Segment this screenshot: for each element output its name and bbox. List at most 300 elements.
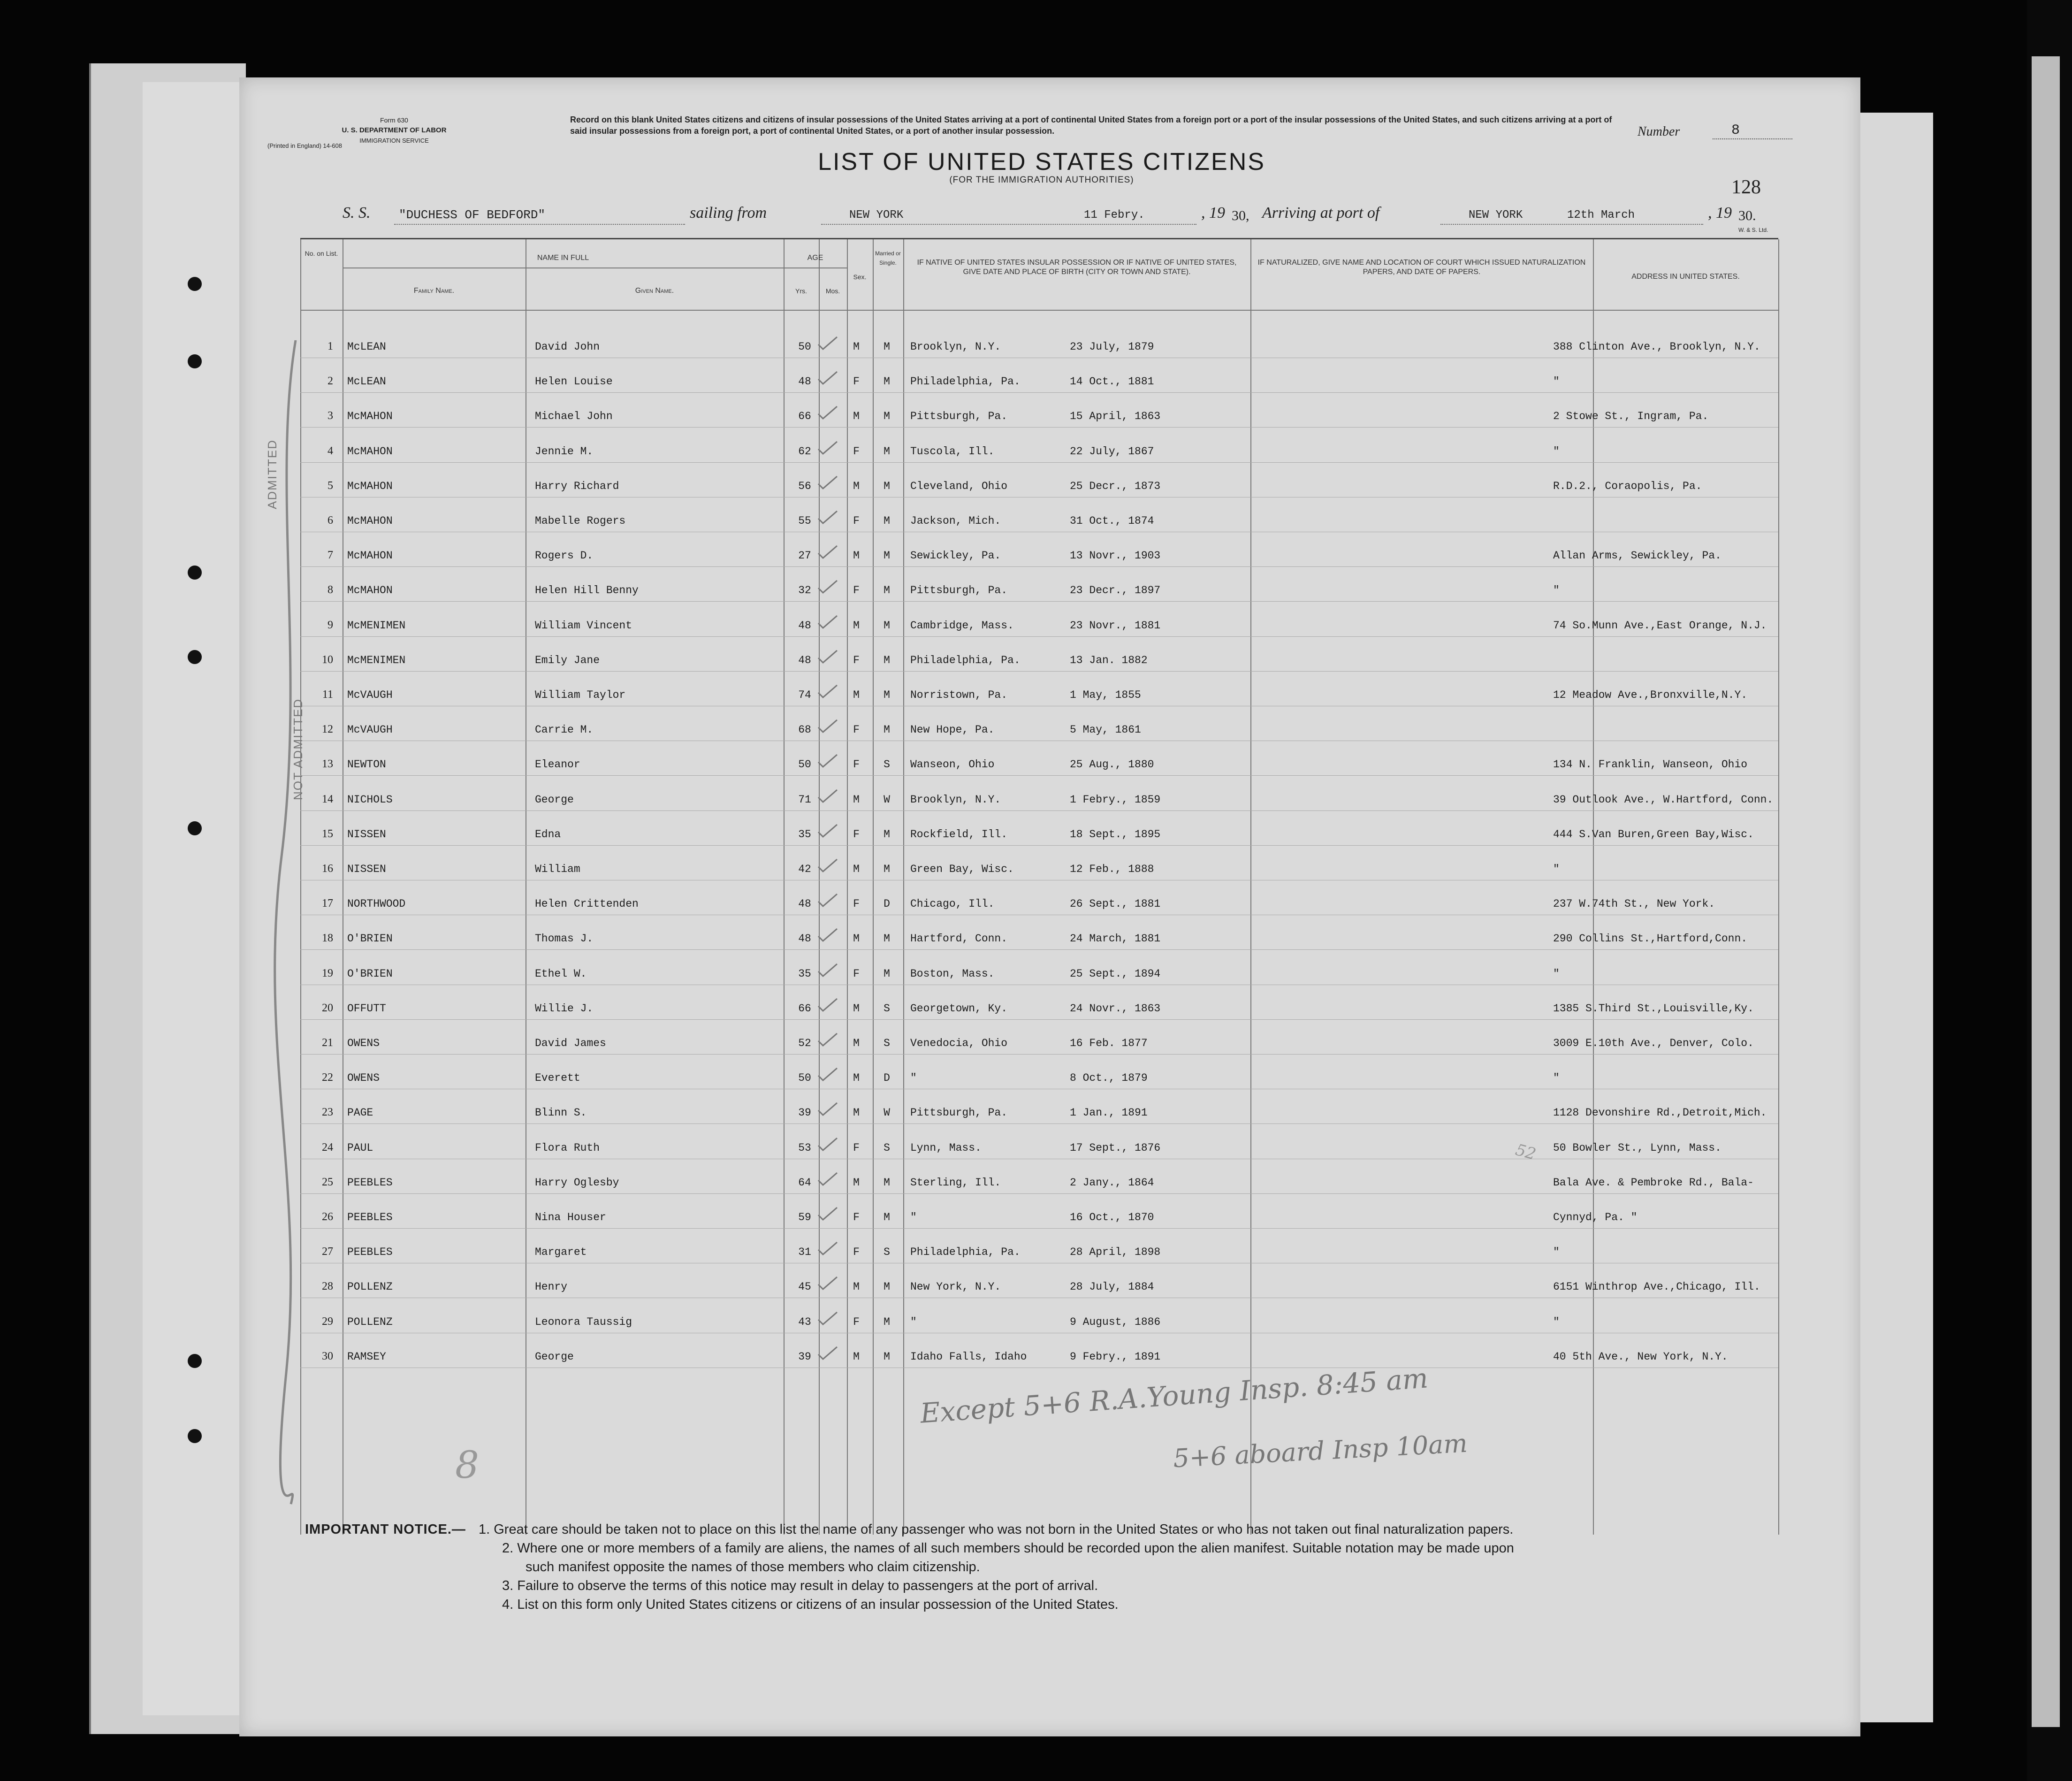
birth-date: 23 Novr., 1881 <box>1070 619 1161 632</box>
birth-place: " <box>910 1211 917 1223</box>
record-instructions: Record on this blank United States citizens and citizens of insular possessions of the United States arriving at a port of continental United States from a foreign port or a port of the insular possessions of the United States, and such citizens arriving at a port of said insular possessions from a foreign port, a port of continental United States, or a port of another insular possession. <box>570 115 1612 136</box>
given-name: Helen Crittenden <box>535 898 639 910</box>
marital-status: M <box>884 933 890 945</box>
department-name: U. S. DEPARTMENT OF LABOR <box>342 126 447 134</box>
birth-place: Venedocia, Ohio <box>910 1037 1008 1049</box>
sex: M <box>853 341 860 353</box>
family-name: NICHOLS <box>347 793 393 806</box>
birth-date: 13 Jan. 1882 <box>1070 654 1148 666</box>
row-number: 22 <box>322 1071 333 1084</box>
row-number: 3 <box>328 410 333 422</box>
us-address: " <box>1553 1315 1560 1328</box>
given-name: Nina Houser <box>535 1211 606 1223</box>
us-address: Cynnyd, Pa. " <box>1553 1211 1638 1223</box>
us-address: " <box>1553 967 1560 980</box>
sex: M <box>853 863 860 875</box>
check-mark <box>816 371 839 386</box>
us-address: 134 N. Franklin, Wanseon, Ohio <box>1553 758 1748 771</box>
row-number: 11 <box>322 688 333 701</box>
sex: F <box>853 375 860 388</box>
birth-place: " <box>910 1072 917 1085</box>
us-address: " <box>1553 445 1560 458</box>
check-mark <box>816 1346 839 1361</box>
check-mark <box>816 928 839 943</box>
age-years: 71 <box>798 793 811 806</box>
header-family-name: Family Name. <box>413 287 455 295</box>
age-years: 66 <box>798 410 811 423</box>
notice-item-4: 4. List on this form only United States citizens or citizens of an insular possession of the United States. <box>502 1597 1119 1612</box>
marital-status: S <box>884 1002 890 1015</box>
age-years: 43 <box>798 1315 811 1328</box>
age-years: 48 <box>798 933 811 945</box>
given-name: Harry Richard <box>535 480 619 492</box>
notice-item-3: 3. Failure to observe the terms of this notice may result in delay to passengers at the port of arrival. <box>502 1578 1098 1593</box>
us-address: Bala Ave. & Pembroke Rd., Bala- <box>1553 1176 1754 1189</box>
birth-date: 12 Feb., 1888 <box>1070 863 1154 875</box>
family-name: NEWTON <box>347 758 386 771</box>
header-bottom-rule <box>300 310 1778 311</box>
table-row <box>300 358 1778 392</box>
family-name: NISSEN <box>347 863 386 875</box>
aboard-note: 5+6 aboard Insp 10am <box>1172 1428 1469 1474</box>
row-number: 17 <box>322 897 333 910</box>
check-mark <box>816 510 839 525</box>
punch-hole <box>188 821 202 835</box>
birth-date: 28 April, 1898 <box>1070 1246 1161 1259</box>
birth-place: Idaho Falls, Idaho <box>910 1350 1027 1363</box>
birth-date: 22 July, 1867 <box>1070 445 1154 458</box>
age-years: 59 <box>798 1211 811 1223</box>
us-address: " <box>1553 584 1560 597</box>
table-row <box>300 950 1778 985</box>
age-years: 39 <box>798 1107 811 1119</box>
us-address: 50 Bowler St., Lynn, Mass. <box>1553 1141 1722 1154</box>
birth-place: New York, N.Y. <box>910 1281 1001 1293</box>
given-name: Margaret <box>535 1246 587 1259</box>
sex: F <box>853 515 860 527</box>
marital-status: W <box>884 1107 890 1119</box>
table-row <box>300 1019 1778 1054</box>
number-underline <box>1713 138 1792 139</box>
birth-place: Hartford, Conn. <box>910 933 1008 945</box>
birth-place: Rockfield, Ill. <box>910 828 1008 841</box>
row-number: 5 <box>328 479 333 492</box>
marital-status: M <box>884 515 890 527</box>
table-row <box>300 636 1778 671</box>
age-years: 56 <box>798 480 811 492</box>
check-mark <box>816 754 839 769</box>
row-number: 19 <box>322 967 333 979</box>
marital-status: D <box>884 1072 890 1085</box>
punch-hole <box>188 650 202 664</box>
header-given-name: Given Name. <box>635 287 674 295</box>
row-number: 4 <box>328 444 333 457</box>
age-years: 50 <box>798 758 811 771</box>
us-address: 3009 E.10th Ave., Denver, Colo. <box>1553 1037 1754 1049</box>
given-name: Ethel W. <box>535 967 587 980</box>
sex: M <box>853 1350 860 1363</box>
check-mark <box>816 1207 839 1222</box>
family-name: McMAHON <box>347 550 393 562</box>
page-title: LIST OF UNITED STATES CITIZENS <box>818 148 1265 176</box>
birth-date: 31 Oct., 1874 <box>1070 515 1154 527</box>
check-mark <box>816 998 839 1013</box>
marital-status: M <box>884 375 890 388</box>
admitted-stamp: ADMITTED <box>265 439 279 509</box>
birth-date: 17 Sept., 1876 <box>1070 1141 1161 1154</box>
marital-status: S <box>884 1037 890 1049</box>
number-value: 8 <box>1731 122 1740 138</box>
notice-lead: IMPORTANT NOTICE.— <box>305 1522 466 1537</box>
header-mos: Mos. <box>825 287 840 295</box>
sex: M <box>853 619 860 632</box>
page-number: 128 <box>1731 176 1761 198</box>
number-label: Number <box>1638 124 1680 139</box>
table-row <box>300 602 1778 636</box>
age-years: 66 <box>798 1002 811 1015</box>
header-birthplace: IF NATIVE OF UNITED STATES INSULAR POSSESSION OR IF NATIVE OF UNITED STATES, GIVE DATE AND PLACE OF BIRTH (CITY OR TOWN AND STATE). <box>917 259 1237 276</box>
family-name: NORTHWOOD <box>347 898 406 910</box>
sex: M <box>853 550 860 562</box>
family-name: McMENIMEN <box>347 619 406 632</box>
given-name: David James <box>535 1037 606 1049</box>
check-mark <box>816 1032 839 1047</box>
given-name: Jennie M. <box>535 445 594 458</box>
given-name: William <box>535 863 580 875</box>
arrival-port: NEW YORK <box>1469 209 1523 222</box>
departure-port: NEW YORK <box>849 209 904 222</box>
marital-status: M <box>884 654 890 666</box>
row-number: 1 <box>328 340 333 352</box>
ship-dotted-line <box>394 224 685 225</box>
age-years: 35 <box>798 828 811 841</box>
us-address: 6151 Winthrop Ave.,Chicago, Ill. <box>1553 1281 1760 1293</box>
arrival-date: 12th March <box>1567 209 1635 222</box>
birth-date: 2 Jany., 1864 <box>1070 1176 1154 1189</box>
check-mark <box>816 475 839 490</box>
age-years: 39 <box>798 1350 811 1363</box>
family-name: POLLENZ <box>347 1281 393 1293</box>
us-address: 1128 Devonshire Rd.,Detroit,Mich. <box>1553 1107 1767 1119</box>
age-years: 35 <box>798 967 811 980</box>
birth-date: 1 Febry., 1859 <box>1070 793 1161 806</box>
punch-hole <box>188 1354 202 1368</box>
family-name: McLEAN <box>347 375 386 388</box>
birth-place: Cleveland, Ohio <box>910 480 1008 492</box>
given-name: Mabelle Rogers <box>535 515 626 527</box>
row-number: 30 <box>322 1350 333 1362</box>
inspection-note: Except 5+6 R.A.Young Insp. 8:45 am <box>919 1362 1429 1429</box>
table-row <box>300 1124 1778 1159</box>
birth-date: 25 Sept., 1894 <box>1070 967 1161 980</box>
table-row <box>300 1054 1778 1089</box>
birth-place: Cambridge, Mass. <box>910 619 1014 632</box>
given-name: William Taylor <box>535 689 626 701</box>
table-row <box>300 497 1778 532</box>
given-name: Emily Jane <box>535 654 600 666</box>
check-mark <box>816 1172 839 1187</box>
birth-date: 13 Novr., 1903 <box>1070 550 1161 562</box>
birth-place: Jackson, Mich. <box>910 515 1001 527</box>
manifest-page <box>239 77 1860 1736</box>
sex: M <box>853 1002 860 1015</box>
page-subtitle: (FOR THE IMMIGRATION AUTHORITIES) <box>949 175 1134 185</box>
marital-status: S <box>884 1246 890 1259</box>
row-number: 27 <box>322 1246 333 1258</box>
table-row <box>300 741 1778 775</box>
birth-date: 16 Oct., 1870 <box>1070 1211 1154 1223</box>
birth-place: Green Bay, Wisc. <box>910 863 1014 875</box>
printed-note: (Printed in England) 14-608 <box>267 142 342 149</box>
sailing-from-label: sailing from <box>690 204 767 222</box>
sex: M <box>853 1072 860 1085</box>
family-name: McLEAN <box>347 341 386 353</box>
family-name: PEEBLES <box>347 1211 393 1223</box>
age-years: 32 <box>798 584 811 597</box>
us-address: " <box>1553 375 1560 388</box>
family-name: POLLENZ <box>347 1315 393 1328</box>
age-years: 31 <box>798 1246 811 1259</box>
age-years: 68 <box>798 724 811 736</box>
marital-status: M <box>884 1281 890 1293</box>
right-backing-sheet <box>1860 113 1933 1722</box>
notice-item-2: 2. Where one or more members of a family are aliens, the names of all such members should be recorded upon the alien manifest. Suitable notation may be made upon <box>502 1541 1514 1556</box>
row-number: 12 <box>322 723 333 736</box>
us-address: 12 Meadow Ave.,Bronxville,N.Y. <box>1553 689 1748 701</box>
birth-place: Wanseon, Ohio <box>910 758 995 771</box>
given-name: Michael John <box>535 410 613 423</box>
row-number: 29 <box>322 1315 333 1328</box>
birth-date: 23 Decr., 1897 <box>1070 584 1161 597</box>
row-number: 25 <box>322 1176 333 1188</box>
table-row <box>300 566 1778 601</box>
right-frame-strip <box>2027 0 2072 1781</box>
sex: F <box>853 828 860 841</box>
age-years: 62 <box>798 445 811 458</box>
row-number: 21 <box>322 1037 333 1049</box>
faint-mark: 52 <box>1513 1140 1538 1164</box>
departure-year: 30, <box>1232 208 1249 223</box>
notice-item-1: 1. Great care should be taken not to place on this list the name of any passenger who was not born in the United States or who has not taken out final naturalization papers. <box>479 1522 1514 1537</box>
table-row <box>300 1089 1778 1124</box>
table-row <box>300 1228 1778 1263</box>
table-row <box>300 462 1778 497</box>
given-name: Leonora Taussig <box>535 1315 632 1328</box>
birth-date: 23 July, 1879 <box>1070 341 1154 353</box>
check-mark <box>816 719 839 734</box>
birth-date: 25 Aug., 1880 <box>1070 758 1154 771</box>
table-row <box>300 1263 1778 1298</box>
row-number: 2 <box>328 375 333 388</box>
punch-hole <box>188 277 202 291</box>
row-number: 13 <box>322 758 333 771</box>
family-name: O'BRIEN <box>347 967 393 980</box>
departure-date: 11 Febry. <box>1084 209 1145 222</box>
check-mark <box>816 1276 839 1291</box>
sex: F <box>853 584 860 597</box>
given-name: Blinn S. <box>535 1107 587 1119</box>
given-name: Willie J. <box>535 1002 594 1015</box>
row-number: 28 <box>322 1280 333 1293</box>
check-mark <box>816 963 839 978</box>
sex: M <box>853 689 860 701</box>
family-name: McMAHON <box>347 584 393 597</box>
table-row <box>300 1333 1778 1368</box>
table-row <box>300 428 1778 462</box>
table-row <box>300 706 1778 741</box>
check-mark <box>816 1067 839 1082</box>
check-mark <box>816 441 839 456</box>
age-years: 48 <box>798 898 811 910</box>
table-row <box>300 810 1778 845</box>
us-address: 74 So.Munn Ave.,East Orange, N.J. <box>1553 619 1767 632</box>
table-row <box>300 845 1778 880</box>
check-mark <box>816 789 839 804</box>
check-mark <box>816 858 839 873</box>
sex: M <box>853 1107 860 1119</box>
check-mark <box>816 545 839 560</box>
given-name: Thomas J. <box>535 933 594 945</box>
birth-date: 24 Novr., 1863 <box>1070 1002 1161 1015</box>
sex: F <box>853 724 860 736</box>
given-name: Helen Hill Benny <box>535 584 639 597</box>
table-row <box>300 392 1778 427</box>
family-name: NISSEN <box>347 828 386 841</box>
row-number: 15 <box>322 827 333 840</box>
check-mark <box>816 405 839 420</box>
table-row <box>300 532 1778 566</box>
us-address: 1385 S.Third St.,Louisville,Ky. <box>1553 1002 1754 1015</box>
arrival-year: 30. <box>1738 208 1756 223</box>
arrival-dotted-line <box>1440 224 1703 225</box>
marital-status: M <box>884 1350 890 1363</box>
sex: M <box>853 480 860 492</box>
birth-date: 28 July, 1884 <box>1070 1281 1154 1293</box>
birth-date: 9 August, 1886 <box>1070 1315 1161 1328</box>
sex: F <box>853 1246 860 1259</box>
given-name: Carrie M. <box>535 724 594 736</box>
family-name: McVAUGH <box>347 724 393 736</box>
us-address: " <box>1553 863 1560 875</box>
header-name-in-full: NAME IN FULL <box>537 254 589 262</box>
marital-status: M <box>884 689 890 701</box>
birth-date: 8 Oct., 1879 <box>1070 1072 1148 1085</box>
family-name: OFFUTT <box>347 1002 386 1015</box>
punch-hole <box>188 566 202 580</box>
row-number: 9 <box>328 619 333 631</box>
check-mark <box>816 1137 839 1152</box>
service-name: IMMIGRATION SERVICE <box>359 137 429 144</box>
birth-place: Pittsburgh, Pa. <box>910 410 1008 423</box>
family-name: McMAHON <box>347 480 393 492</box>
marital-status: M <box>884 1211 890 1223</box>
given-name: David John <box>535 341 600 353</box>
not-admitted-stamp: NOT ADMITTED <box>291 698 305 800</box>
printer-mark: W. & S. Ltd. <box>1738 227 1768 233</box>
col-line <box>1778 239 1779 1535</box>
birth-place: Sterling, Ill. <box>910 1176 1001 1189</box>
year-prefix-b: , 19 <box>1708 204 1732 222</box>
header-no: No. on List. <box>305 250 338 257</box>
birth-date: 1 May, 1855 <box>1070 689 1141 701</box>
age-years: 50 <box>798 341 811 353</box>
given-name: Rogers D. <box>535 550 594 562</box>
birth-place: Philadelphia, Pa. <box>910 654 1021 666</box>
birth-date: 9 Febry., 1891 <box>1070 1350 1161 1363</box>
sex: M <box>853 1176 860 1189</box>
marital-status: M <box>884 1315 890 1328</box>
birth-date: 25 Decr., 1873 <box>1070 480 1161 492</box>
age-years: 27 <box>798 550 811 562</box>
marital-status: D <box>884 898 890 910</box>
family-name: McMAHON <box>347 410 393 423</box>
row-number: 26 <box>322 1211 333 1223</box>
check-mark <box>816 336 839 351</box>
birth-place: Brooklyn, N.Y. <box>910 793 1001 806</box>
birth-place: Lynn, Mass. <box>910 1141 982 1154</box>
citizens-table <box>300 238 1778 1535</box>
row-number: 10 <box>322 653 333 666</box>
sex: M <box>853 1037 860 1049</box>
birth-place: New Hope, Pa. <box>910 724 995 736</box>
given-name: George <box>535 1350 574 1363</box>
table-row <box>300 985 1778 1019</box>
table-row <box>300 1159 1778 1193</box>
family-name: O'BRIEN <box>347 933 393 945</box>
row-number: 20 <box>322 1001 333 1014</box>
header-sex: Sex. <box>853 273 867 281</box>
birth-date: 18 Sept., 1895 <box>1070 828 1161 841</box>
check-mark <box>816 1102 839 1117</box>
birth-place: Georgetown, Ky. <box>910 1002 1008 1015</box>
us-address: 40 5th Ave., New York, N.Y. <box>1553 1350 1728 1363</box>
us-address: 290 Collins St.,Hartford,Conn. <box>1553 933 1748 945</box>
age-years: 48 <box>798 654 811 666</box>
header-married: Married or Single. <box>875 250 901 266</box>
table-row <box>300 915 1778 949</box>
us-address: 2 Stowe St., Ingram, Pa. <box>1553 410 1709 423</box>
marital-status: M <box>884 619 890 632</box>
ss-label: S. S. <box>343 204 371 222</box>
birth-place: Chicago, Ill. <box>910 898 995 910</box>
margin-mark: 8 <box>455 1443 479 1487</box>
year-prefix-a: , 19 <box>1201 204 1225 222</box>
family-name: McMAHON <box>347 445 393 458</box>
sex: M <box>853 793 860 806</box>
sex: M <box>853 1281 860 1293</box>
birth-place: Boston, Mass. <box>910 967 995 980</box>
header-age: AGE <box>807 254 823 262</box>
given-name: Henry <box>535 1281 568 1293</box>
ship-name: "DUCHESS OF BEDFORD" <box>399 208 546 222</box>
birth-date: 15 April, 1863 <box>1070 410 1161 423</box>
sex: F <box>853 967 860 980</box>
us-address: 444 S.Van Buren,Green Bay,Wisc. <box>1553 828 1754 841</box>
family-name: McVAUGH <box>347 689 393 701</box>
row-number: 6 <box>328 514 333 527</box>
marital-status: M <box>884 863 890 875</box>
table-row <box>300 1298 1778 1333</box>
sex: M <box>853 410 860 423</box>
birth-date: 1 Jan., 1891 <box>1070 1107 1148 1119</box>
us-address: R.D.2., Coraopolis, Pa. <box>1553 480 1702 492</box>
age-years: 50 <box>798 1072 811 1085</box>
marital-status: W <box>884 793 890 806</box>
bracket-line <box>263 340 319 1513</box>
family-name: PEEBLES <box>347 1176 393 1189</box>
table-row <box>300 880 1778 915</box>
check-mark <box>816 650 839 665</box>
